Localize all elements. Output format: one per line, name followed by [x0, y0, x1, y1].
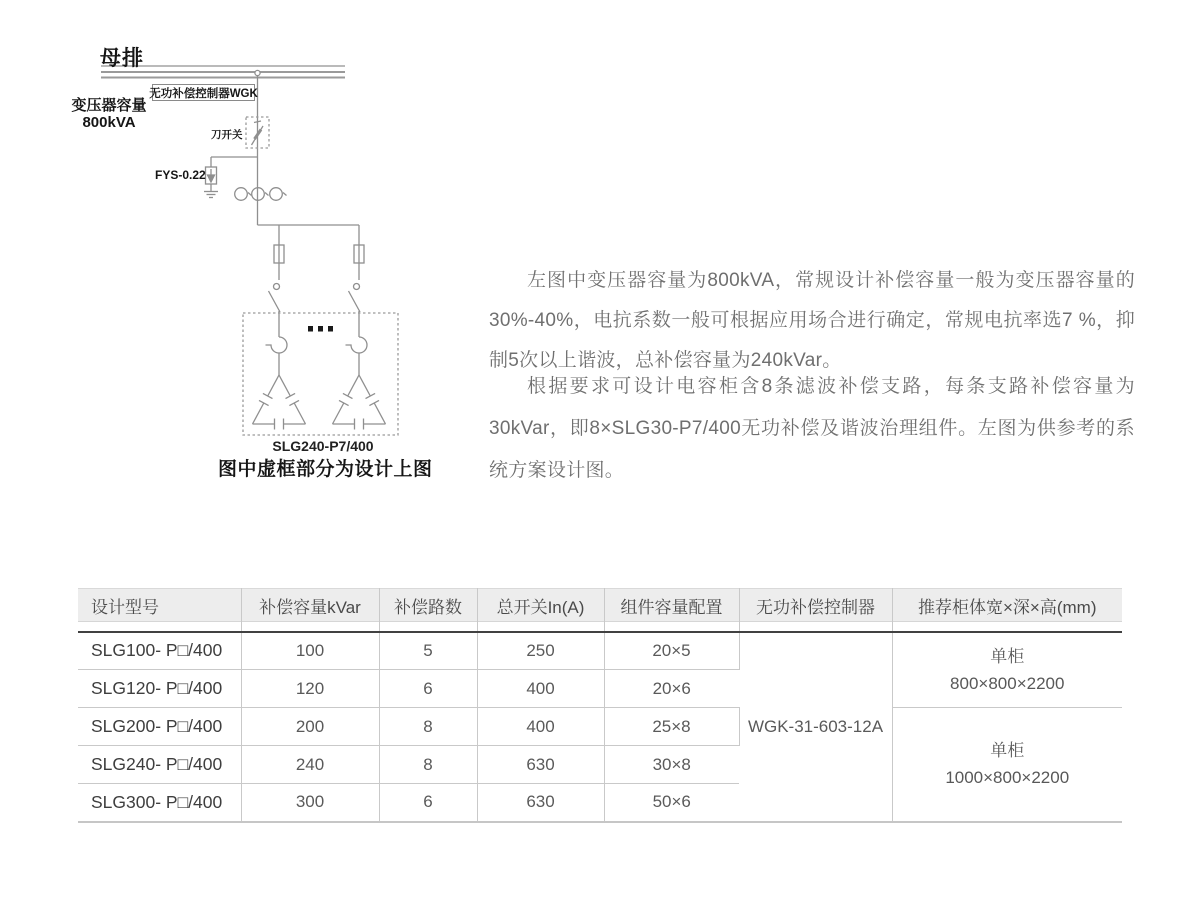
col-header-controller: 无功补偿控制器: [739, 589, 892, 632]
cell-module-config: 20×6: [604, 670, 739, 708]
diagram-caption: 图中虚框部分为设计上图: [218, 459, 433, 480]
cell-model: SLG240- P□/400: [78, 746, 241, 784]
cell-module-config: 20×5: [604, 632, 739, 670]
cell-cabinet-size-1: 单柜 800×800×2200: [892, 632, 1122, 708]
cell-steps: 6: [379, 784, 477, 822]
schematic-svg: [0, 0, 470, 500]
arrester-label: FYS-0.22: [155, 168, 206, 182]
cell-cabinet-size-2: 单柜 1000×800×2200: [892, 708, 1122, 822]
busbar-tap-node: [255, 70, 260, 75]
current-transformer-icons: [235, 188, 287, 201]
knife-switch-label: 刀开关: [211, 129, 243, 141]
cell-main-switch: 630: [477, 784, 604, 822]
surge-arrester-icon: [204, 157, 258, 198]
description-paragraph-2: 根据要求可设计电容柜含8条滤波补偿支路，每条支路补偿容量为30kVar，即8×SLG30-P7/400无功补偿及谐波治理组件。左图为供参考的系统方案设计图。: [489, 376, 1135, 481]
cell-module-config: 25×8: [604, 708, 739, 746]
module-model-label: SLG240-P7/400: [272, 438, 374, 454]
breaker-blade-icon: [269, 291, 281, 312]
cell-model: SLG200- P□/400: [78, 708, 241, 746]
col-header-capacity: 补偿容量kVar: [241, 589, 379, 632]
table-row: [78, 632, 1122, 670]
cell-steps: 6: [379, 670, 477, 708]
cell-controller: WGK-31-603-12A: [739, 632, 892, 822]
reactive-controller-box: 无功补偿控制器WGK: [152, 84, 255, 101]
col-header-cabinet-size: 推荐柜体宽×深×高(mm): [892, 589, 1122, 632]
table-header-row: [78, 589, 1122, 632]
cell-model: SLG100- P□/400: [78, 632, 241, 670]
col-header-model: 设计型号: [78, 589, 241, 632]
cell-main-switch: 250: [477, 632, 604, 670]
capacitor-branch-icon: [253, 225, 306, 430]
cell-main-switch: 630: [477, 746, 604, 784]
transformer-capacity-value: 800kVA: [82, 114, 136, 131]
cell-main-switch: 400: [477, 670, 604, 708]
cell-module-config: 30×8: [604, 746, 739, 784]
spec-table: [78, 588, 1122, 823]
cell-capacity: 240: [241, 746, 379, 784]
reactor-icon: [266, 337, 288, 353]
cell-module-config: 50×6: [604, 784, 739, 822]
transformer-capacity-label: 变压器容量: [71, 97, 147, 114]
description-paragraph-1: 左图中变压器容量为800kVA，常规设计补偿容量一般为变压器容量的30%-40%，电抗系数一般可根据应用场合进行确定，常规电抗率选7 %，抑制5次以上谐波，总补偿容量为240kVar。: [489, 270, 1135, 371]
single-line-diagram: [0, 0, 470, 500]
col-header-steps: 补偿路数: [379, 589, 477, 632]
cell-capacity: 100: [241, 632, 379, 670]
col-header-module-config: 组件容量配置: [604, 589, 739, 632]
cell-capacity: 120: [241, 670, 379, 708]
cell-model: SLG300- P□/400: [78, 784, 241, 822]
col-header-main-switch: 总开关In(A): [477, 589, 604, 632]
cell-capacity: 200: [241, 708, 379, 746]
busbar-label: 母排: [100, 47, 144, 70]
cell-capacity: 300: [241, 784, 379, 822]
cell-steps: 5: [379, 632, 477, 670]
delta-capacitor-icon: [253, 375, 306, 430]
table-row: [78, 708, 1122, 746]
cell-main-switch: 400: [477, 708, 604, 746]
cell-model: SLG120- P□/400: [78, 670, 241, 708]
ellipsis-dots: [308, 326, 333, 332]
cell-steps: 8: [379, 708, 477, 746]
cell-steps: 8: [379, 746, 477, 784]
